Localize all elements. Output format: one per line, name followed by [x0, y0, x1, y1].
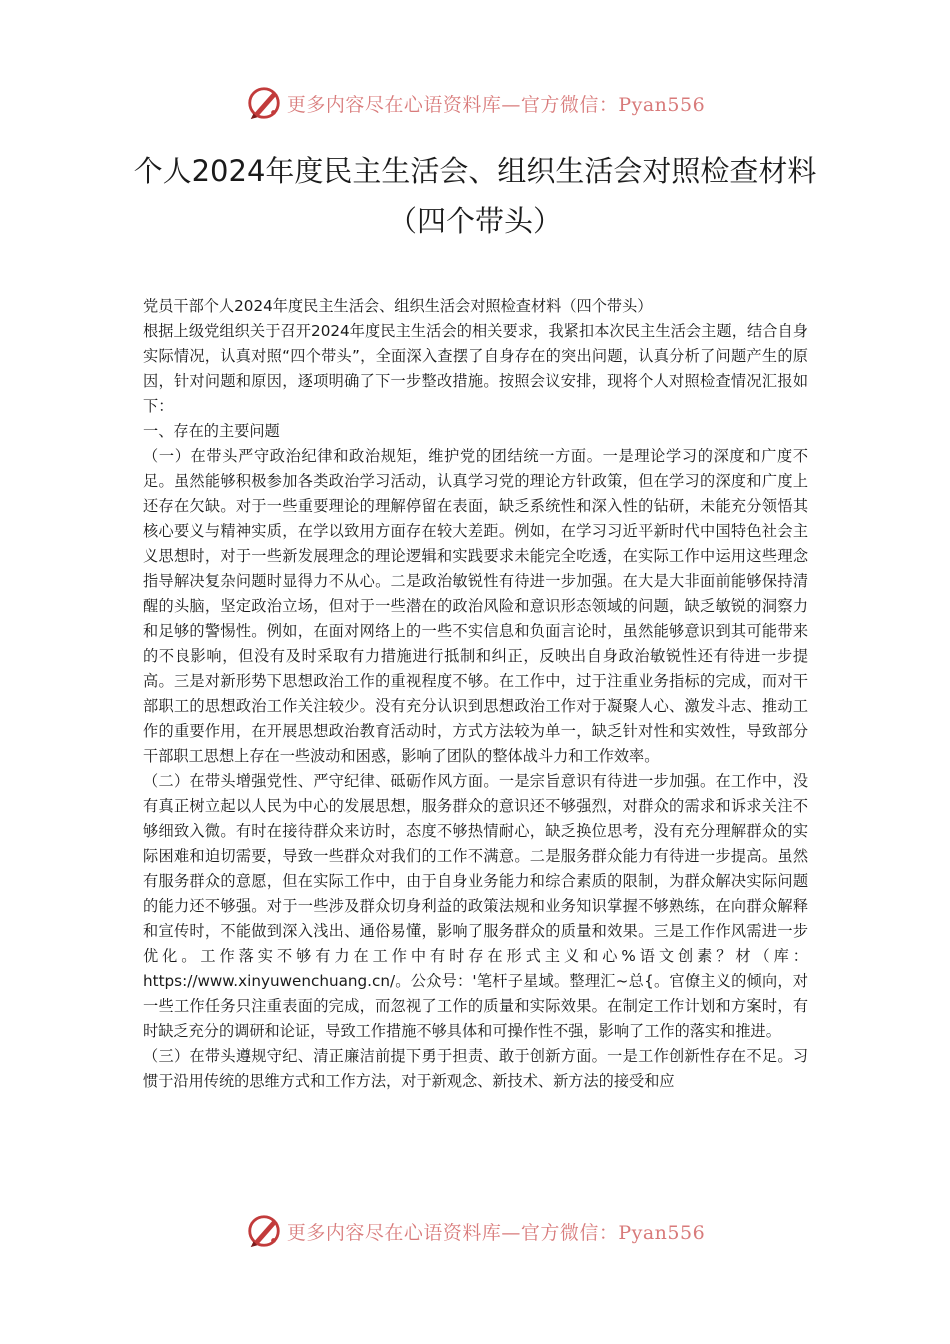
paragraph-intro: 根据上级党组织关于召开2024年度民主生活会的相关要求，我紧扣本次民主生活会主题，结合自身实际情况，认真对照“四个带头”，全面深入查摆了自身存在的突出问题，认真分析了问题产生的原因，针对问题和原因，逐项明确了下一步整改措施。按照会议安排，现将个人对照检查情况汇报如下：	[143, 322, 808, 415]
document-body	[143, 294, 808, 1094]
paragraph-item-1: （一）在带头严守政治纪律和政治规矩，维护党的团结统一方面。一是理论学习的深度和广度不足。虽然能够积极参加各类政治学习活动，认真学习党的理论方针政策，但在学习的深度和广度上还存在欠缺。对于一些重要理论的理解停留在表面，缺乏系统性和深入性的钻研，未能充分领悟其核心要义与精神实质，在学以致用方面存在较大差距。例如，在学习习近平新时代中国特色社会主义思想时，对于一些新发展理念的理论逻辑和实践要求未能完全吃透，在实际工作中运用这些理念指导解决复杂问题时显得力不从心。二是政治敏锐性有待进一步加强。在大是大非面前能够保持清醒的头脑，坚定政治立场，但对于一些潜在的政治风险和意识形态领域的问题，缺乏敏锐的洞察力和足够的警惕性。例如，在面对网络上的一些不实信息和负面言论时，虽然能够意识到其可能带来的不良影响，但没有及时采取有力措施进行抵制和纠正，反映出自身政治敏锐性还有待进一步提高。三是对新形势下思想政治工作的重视程度不够。在工作中，过于注重业务指标的完成，而对干部职工的思想政治工作关注较少。没有充分认识到思想政治工作对于凝聚人心、激发斗志、推动工作的重要作用，在开展思想政治教育活动时，方式方法较为单一，缺乏针对性和实效性，导致部分干部职工思想上存在一些波动和困惑，影响了团队的整体战斗力和工作效率。	[143, 447, 808, 765]
pen-circle-logo-icon	[245, 1212, 283, 1250]
header-banner	[0, 83, 950, 123]
banner-text: 更多内容尽在心语资料库—官方微信：Pyan556	[286, 1221, 706, 1244]
paragraph-item-2: （二）在带头增强党性、严守纪律、砥砺作风方面。一是宗旨意识有待进一步加强。在工作中，没有真正树立起以人民为中心的发展思想，服务群众的意识还不够强烈，对群众的需求和诉求关注不够细致入微。有时在接待群众来访时，态度不够热情耐心，缺乏换位思考，没有充分理解群众的实际困难和迫切需要，导致一些群众对我们的工作不满意。二是服务群众能力有待进一步提高。虽然有服务群众的意愿，但在实际工作中，由于自身业务能力和综合素质的限制，为群众解决实际问题的能力还不够强。对于一些涉及群众切身利益的政策法规和业务知识掌握不够熟练，在向群众解释和宣传时，不能做到深入浅出、通俗易懂，影响了服务群众的质量和效果。三是工作作风需进一步优化。工作落实不够有力在工作中有时存在形式主义和心%语文创素？材（库：https://www.xinyuwenchuang.cn/。公众号：'笔杆子星域。整理汇~总{。官僚主义的倾向，对一些工作任务只注重表面的完成，而忽视了工作的质量和实际效果。在制定工作计划和方案时，有时缺乏充分的调研和论证，导致工作措施不够具体和可操作性不强，影响了工作的落实和推进。	[143, 772, 808, 1040]
footer-banner	[0, 1211, 950, 1251]
paragraph-subtitle: 党员干部个人2024年度民主生活会、组织生活会对照检查材料（四个带头）	[143, 297, 653, 315]
document-title: 个人2024年度民主生活会、组织生活会对照检查材料（四个带头）	[133, 154, 817, 238]
section-heading: 一、存在的主要问题	[143, 422, 280, 440]
pen-circle-logo-icon	[245, 84, 283, 122]
paragraph-item-3: （三）在带头遵规守纪、清正廉洁前提下勇于担责、敢于创新方面。一是工作创新性存在不足。习惯于沿用传统的思维方式和工作方法，对于新观念、新技术、新方法的接受和应	[143, 1047, 808, 1090]
banner-text: 更多内容尽在心语资料库—官方微信：Pyan556	[286, 93, 706, 116]
